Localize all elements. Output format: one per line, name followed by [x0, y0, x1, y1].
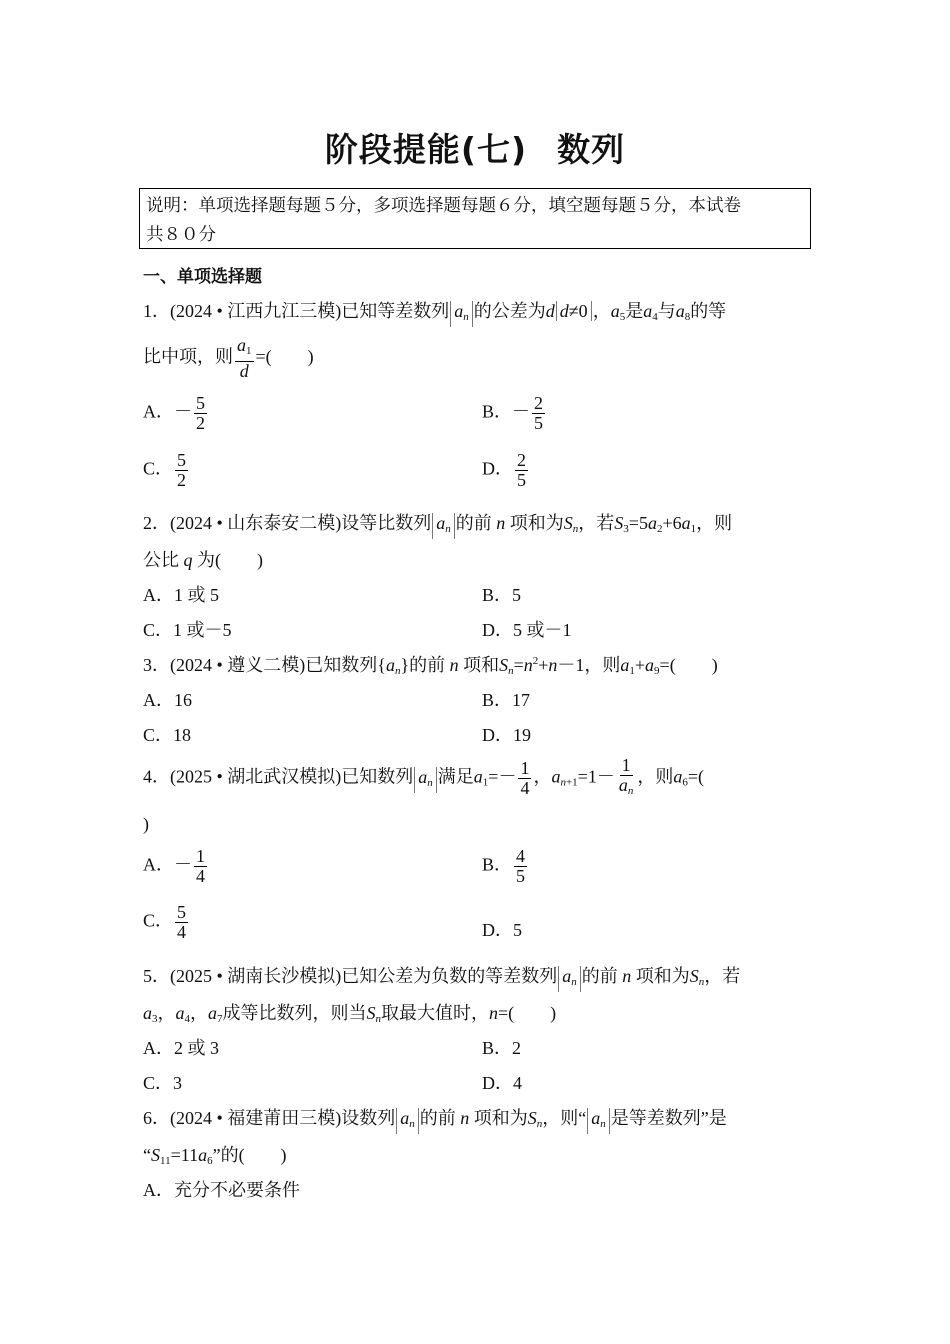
q5-option-d[interactable]: D．4	[482, 1073, 522, 1093]
q4-line-2: )	[143, 814, 149, 834]
instructions-line-2: 共８０分	[146, 224, 216, 244]
q1-option-d[interactable]: D． $\frac{2}{5}$	[482, 450, 526, 490]
instructions-line-1: 说明：单项选择题每题５分，多项选择题每题６分，填空题每题５分，本试卷	[146, 195, 741, 215]
q5-option-c[interactable]: C．3	[143, 1073, 183, 1093]
q2-option-d[interactable]: D．5 或－1	[482, 620, 572, 640]
q5-line-2: $a_3$，$a_4$，$a_7$成等比数列，则当$S_n$取最大值时，n=( )	[143, 1003, 557, 1025]
page-title	[0, 124, 950, 171]
q5-option-a[interactable]: A．2 或 3	[143, 1038, 219, 1058]
q6-line-1: 6．(2024 • 福建莆田三模)设数列 $a_n$ 的前 n 项和为$S_n$，则“ $a_n$ 是等差数列”是	[143, 1104, 727, 1134]
q1-option-a[interactable]: A．－ $\frac{5}{2}$	[143, 393, 205, 433]
q6-option-a[interactable]: A．充分不必要条件	[143, 1180, 300, 1200]
title-main: 阶段提能(七)	[324, 130, 528, 169]
q2-option-a[interactable]: A．1 或 5	[143, 585, 219, 605]
q2-line-1: 2．(2024 • 山东泰安二模)设等比数列 $a_n$ 的前 n 项和为$S_n$，若$S_3=5a_2+6a_1$，则	[143, 509, 732, 539]
q5-line-1: 5．(2025 • 湖南长沙模拟)已知公差为负数的等差数列 $a_n$ 的前 n 项和为$S_n$，若	[143, 962, 740, 992]
q4-option-c[interactable]: C． $\frac{5}{4}$	[143, 902, 187, 942]
q3-option-b[interactable]: B．17	[482, 690, 531, 710]
q6-line-2: “$S_{11}=11a_6$”的( )	[143, 1145, 287, 1167]
q1-option-b[interactable]: B．－ $\frac{2}{5}$	[482, 393, 544, 433]
q4-line-1: 4．(2025 • 湖北武汉模拟)已知数列 $a_n$ 满足$a_1=-$ $\frac{1}{4}$ ，$a_{n+1}=1-$ $\frac{1}{a_n}$ ，则$a_6=$(	[143, 755, 704, 798]
q4-option-b[interactable]: B． $\frac{4}{5}$	[482, 846, 526, 886]
title-topic: 数列	[557, 130, 626, 169]
q4-option-d[interactable]: D．5	[482, 920, 522, 940]
q1-line-1: 1．(2024 • 江西九江三模)已知等差数列 $a_n$ 的公差为d d≠0 ，$a_5$是$a_4$与$a_8$的等	[143, 297, 726, 327]
q3-option-c[interactable]: C．18	[143, 725, 192, 745]
section-heading-single-choice: 一、单项选择题	[143, 267, 262, 287]
q2-option-c[interactable]: C．1 或－5	[143, 620, 232, 640]
q1-option-c[interactable]: C． $\frac{5}{2}$	[143, 450, 187, 490]
q4-option-a[interactable]: A．－ $\frac{1}{4}$	[143, 846, 205, 886]
q1-line-2: 比中项，则 $\frac{a_1}{d}$ =( )	[143, 335, 314, 381]
q5-option-b[interactable]: B．2	[482, 1038, 522, 1058]
q2-line-2: 公比 q 为( )	[143, 550, 263, 570]
q3-option-a[interactable]: A．16	[143, 690, 192, 710]
instructions-box	[139, 188, 811, 249]
q3-option-d[interactable]: D．19	[482, 725, 531, 745]
q2-option-b[interactable]: B．5	[482, 585, 522, 605]
q3-line-1: 3．(2024 • 遵义二模)已知数列$\{a_n\}$的前 n 项和$S_n=n^2+n-1$，则$a_1+a_9=$( )	[143, 655, 718, 677]
